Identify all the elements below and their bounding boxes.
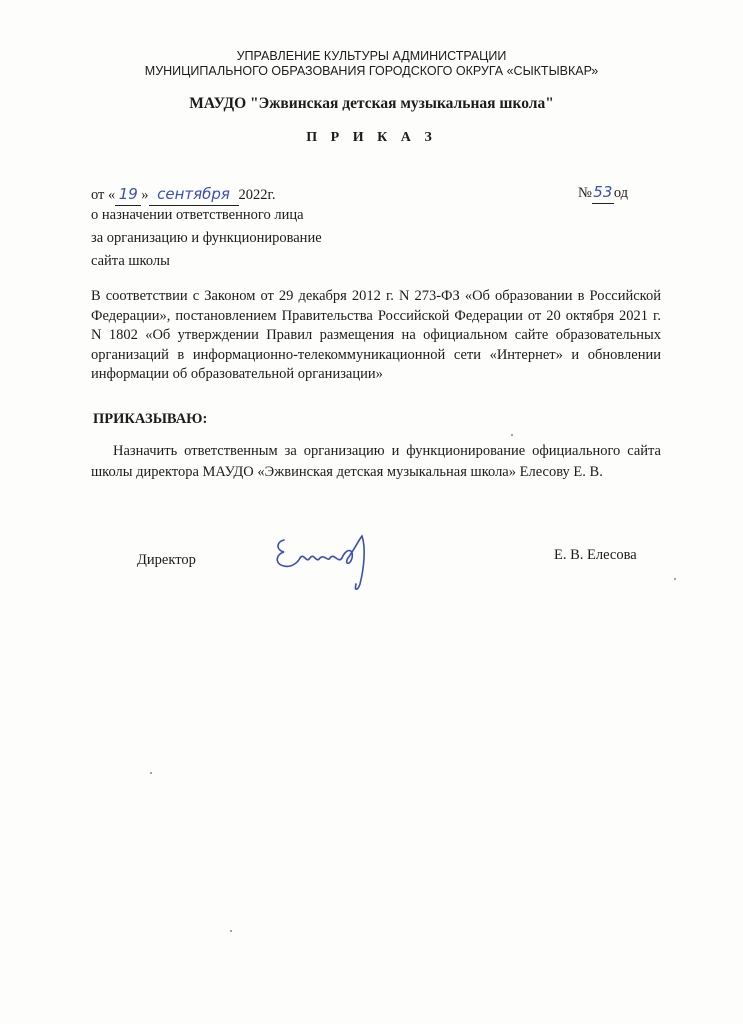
school-name: МАУДО "Эжвинская детская музыкальная школа": [189, 95, 554, 112]
order-number: [578, 182, 628, 204]
header-line-1: УПРАВЛЕНИЕ КУЛЬТУРЫ АДМИНИСТРАЦИИ: [236, 49, 507, 63]
number-prefix: №: [578, 185, 592, 201]
order-paragraph: Назначить ответственным за организацию и функционирование официального сайта школы директора МАУДО «Эжвинская детская музыкальная школа» Елесову Е. В.: [91, 443, 661, 480]
document-type: П Р И К А З: [306, 130, 437, 145]
preamble-paragraph: В соответствии с Законом от 29 декабря 2012 г. N 273-ФЗ «Об образовании в Российской Федерации», постановлением Правительства Российской Федерации от 20 октября 2021 г. N 1802 «Об утверждении Правил размещения на официальном сайте образовательных организаций в информационно-телекоммуникационной сети «Интернет» и обновлении информации об образовательной организации»: [91, 288, 661, 382]
order-date: [91, 184, 275, 206]
handwritten-signature: [270, 528, 380, 598]
number-value: 53: [592, 182, 614, 204]
order-heading: ПРИКАЗЫВАЮ:: [93, 411, 208, 427]
signature-position: Директор: [137, 552, 196, 568]
subject-line-1: о назначении ответственного лица: [91, 207, 304, 223]
header-line-2: МУНИЦИПАЛЬНОГО ОБРАЗОВАНИЯ ГОРОДСКОГО ОКРУГА «СЫКТЫВКАР»: [144, 64, 599, 78]
scan-speck: [511, 434, 513, 436]
subject-line-3: сайта школы: [91, 253, 170, 269]
date-month: сентября: [149, 184, 239, 206]
date-mid: »: [141, 187, 149, 203]
scan-speck: [230, 930, 232, 932]
signature-name: Е. В. Елесова: [554, 547, 637, 563]
scan-speck: [150, 772, 152, 774]
scan-speck: [674, 578, 676, 580]
subject-line-2: за организацию и функционирование: [91, 230, 322, 246]
number-suffix: од: [613, 185, 629, 201]
date-year: 2022г.: [238, 187, 276, 203]
date-prefix: от «: [91, 187, 116, 203]
date-day: 19: [115, 184, 141, 206]
